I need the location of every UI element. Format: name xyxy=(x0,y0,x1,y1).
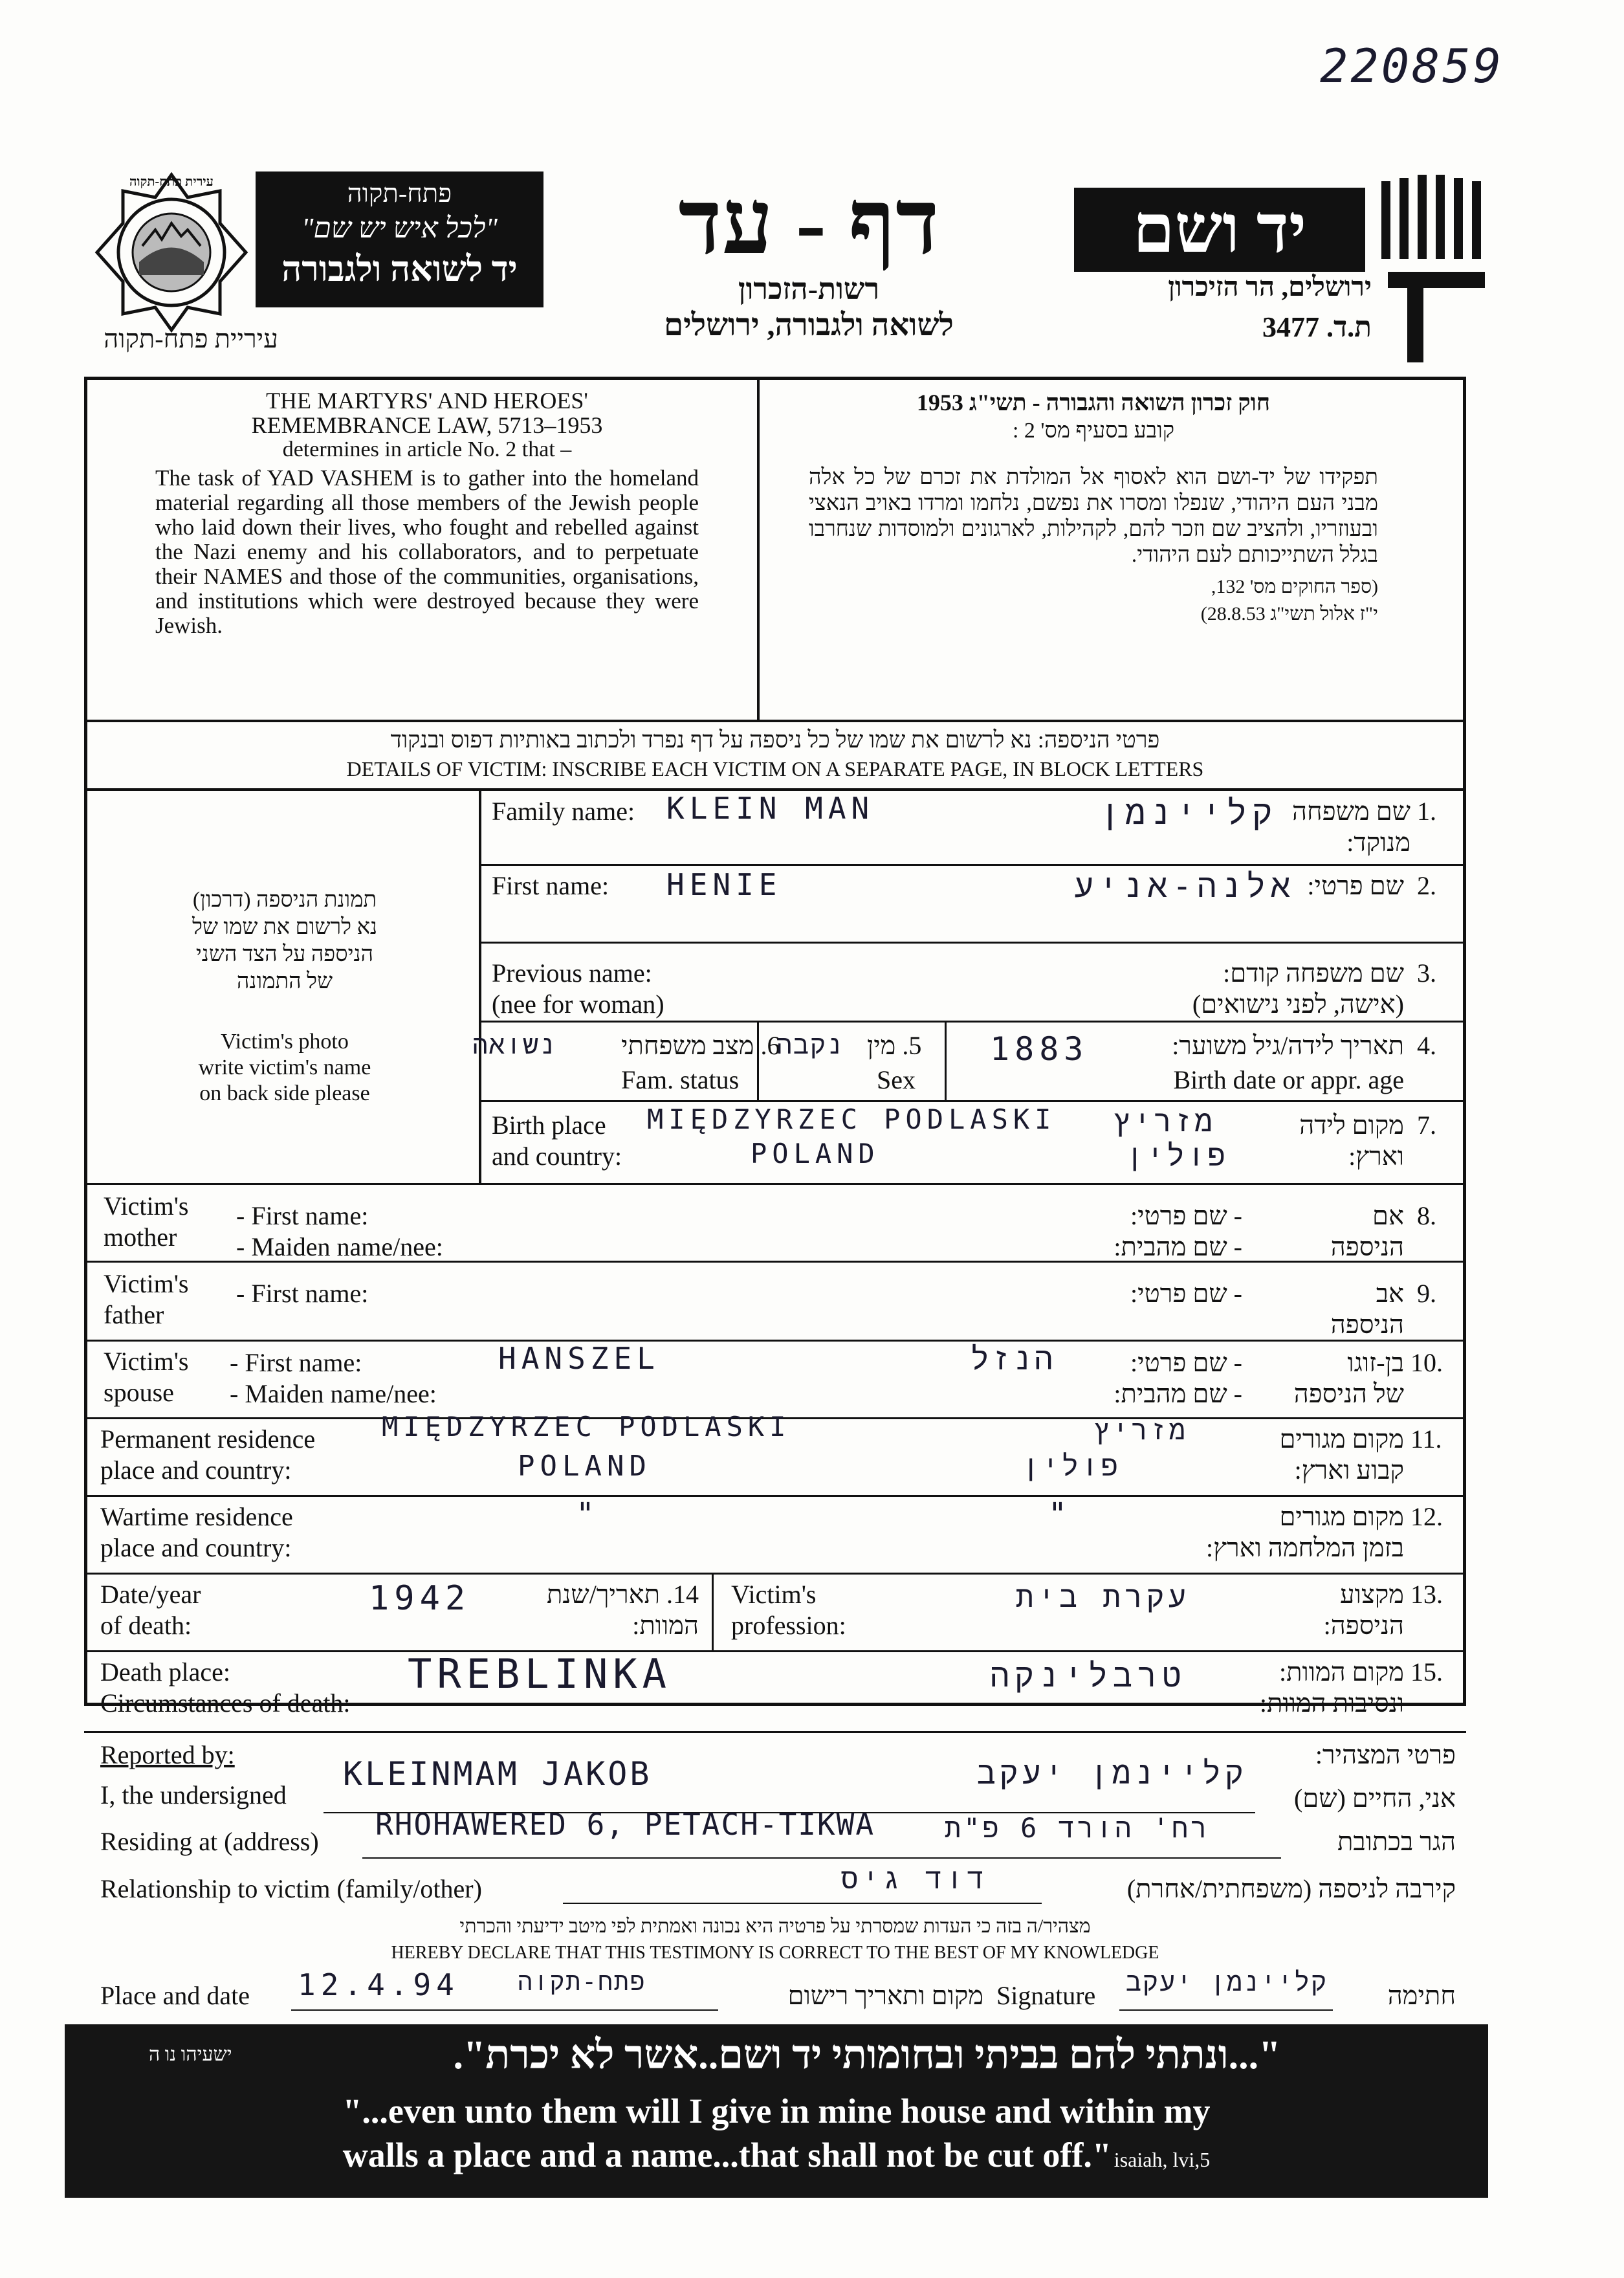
death-date-value[interactable]: 1942 xyxy=(369,1579,471,1618)
law-title-3: determines in article No. 2 that – xyxy=(282,437,572,461)
signature-label: Signature xyxy=(996,1981,1096,2010)
photo-instructions-he: תמונת הניספה (דרכון) נא לרשום את שמו של הניספה על הצד השני של התמונה xyxy=(192,888,378,993)
birth-date-value[interactable]: 1883 xyxy=(990,1030,1089,1068)
death-date-he-label: 14. תאריך/שנת המוות: xyxy=(546,1580,699,1640)
perm-residence-he-value[interactable]: מזריץ xyxy=(1093,1414,1189,1446)
profession-label: Victim's profession: xyxy=(731,1580,846,1640)
war-residence-he-value[interactable]: " xyxy=(1048,1496,1072,1532)
signature-value[interactable]: קליינמן יעקב xyxy=(1126,1967,1328,1997)
mother-fields-en: - First name: - Maiden name/nee: xyxy=(236,1201,443,1261)
mother-fields-he: - שם פרטי: - שם מהבית: xyxy=(1114,1201,1242,1261)
reported-by-label: Reported by: xyxy=(100,1740,235,1769)
residing-he-label: הגר בכתובת xyxy=(1337,1827,1456,1856)
family-name-label: Family name: xyxy=(492,797,635,826)
footer-he-ref: ישעיהו נו ה xyxy=(149,2044,232,2065)
sex-value[interactable]: נקבה xyxy=(776,1030,844,1060)
father-he-label: אב הניספה xyxy=(1330,1279,1404,1339)
sex-he-label: 5. מין xyxy=(867,1031,922,1060)
yad-vashem-logo-icon xyxy=(1375,175,1498,369)
birth-place-value[interactable]: MIĘDZYRZEC PODLASKI xyxy=(647,1103,1057,1135)
law-he-ref-2: י"ז אלול תשי"ג 28.8.53) xyxy=(1200,603,1378,625)
law-body: The task of YAD VASHEM is to gather into the homeland material regarding all those members of the Jewish people who laid down their lives, who fought and rebelled against the Nazi enemy and his collaborators, and to perpetuate their NAMES and those of the communities, organisations, and institutions which were destroyed because they were Jewish. xyxy=(155,465,699,638)
footer-en-quote-2 xyxy=(65,2133,1488,2186)
family-name-he-value[interactable]: קליינמן xyxy=(1100,793,1278,832)
ptk-line3: יד לשואה ולגבורה xyxy=(281,250,518,289)
reporter-name-he-value[interactable]: קליינמן יעקב xyxy=(977,1755,1247,1791)
perm-residence-value[interactable]: MIĘDZYRZEC PODLASKI xyxy=(382,1411,791,1443)
law-hebrew xyxy=(809,388,1378,628)
field-number-13: 13. xyxy=(1410,1580,1443,1609)
place-date-label: Place and date xyxy=(100,1981,250,2010)
document-number: 220859 xyxy=(1320,39,1504,93)
previous-name-label: Previous name: (nee for woman) xyxy=(492,958,664,1019)
family-name-he-label: שם משפחה מנוקד: xyxy=(1292,797,1410,857)
father-first-label: - First name: xyxy=(236,1279,369,1308)
first-name-he-label: שם פרטי: xyxy=(1307,871,1404,900)
death-place-he-label: מקום המוות: ונסיבות המוות: xyxy=(1259,1657,1404,1718)
law-he-title-2: קובע בסעיף מס' 2 : xyxy=(1012,419,1175,443)
declaration-he: מצהיר/ה בזה כי העדות שמסרתי על פרטיה היא נכונה ואמתית לפי מיטב ידיעתי והכרתי xyxy=(459,1916,1091,1937)
law-he-title-1: חוק זכרון השואה והגבורה - תשי"ג 1953 xyxy=(916,390,1271,415)
declaration-en: HEREBY DECLARE THAT THIS TESTIMONY IS CORRECT TO THE BEST OF MY KNOWLEDGE xyxy=(391,1943,1159,1963)
ptk-black-box xyxy=(256,171,543,307)
law-title-2: REMEMBRANCE LAW, 5713–1953 xyxy=(251,412,603,438)
relationship-value[interactable]: דוד גיס xyxy=(841,1863,988,1896)
spouse-he-label: בן-זוגו של הניספה xyxy=(1293,1348,1404,1408)
previous-name-he-label: שם משפחה קודם: (אישה, לפני נישואים) xyxy=(1192,958,1404,1019)
law-title-1: THE MARTYRS' AND HEROES' xyxy=(266,388,588,414)
signature-he-label: חתימה xyxy=(1387,1981,1456,2010)
field-number-1: 1. xyxy=(1417,797,1436,826)
undersigned-he-label: אני, החיים (שם) xyxy=(1293,1784,1456,1813)
spouse-label: Victim's spouse xyxy=(104,1347,189,1407)
death-place-label: Death place: Circumstances of death: xyxy=(100,1657,351,1718)
death-place-value[interactable]: TREBLINKA xyxy=(408,1650,672,1697)
field-number-9: 9. xyxy=(1417,1279,1436,1308)
details-header-he: פרטי הניספה: נא לרשום את שמו של כל ניספה על דף נפרד ולכתוב באותיות דפוס ובנקוד xyxy=(390,727,1160,753)
field-number-7: 7. xyxy=(1417,1111,1436,1140)
death-place-he-value[interactable]: טרבלינקה xyxy=(990,1657,1187,1694)
perm-country-he-value[interactable]: פולין xyxy=(1022,1450,1121,1483)
father-he-first-label: - שם פרטי: xyxy=(1130,1279,1242,1308)
field-number-11: 11. xyxy=(1410,1424,1442,1454)
ptk-line1: פתח-תקוה xyxy=(347,179,452,208)
yad-vashem-address: ירושלים, הר הזיכרון xyxy=(1168,272,1372,302)
relationship-label: Relationship to victim (family/other) xyxy=(100,1874,482,1903)
field-number-3: 3. xyxy=(1417,958,1436,988)
war-residence-label: Wartime residence place and country: xyxy=(100,1502,293,1562)
form-title: דף - עד xyxy=(678,173,939,273)
perm-residence-label: Permanent residence place and country: xyxy=(100,1424,316,1485)
relationship-he-label: קירבה לניספה (משפחתית/אחרת) xyxy=(1126,1874,1456,1903)
birth-country-he-value[interactable]: פולין xyxy=(1126,1138,1229,1173)
birth-date-label: Birth date or appr. age xyxy=(1173,1065,1404,1094)
fam-status-value[interactable]: נשואה xyxy=(472,1030,557,1060)
yad-vashem-pobox: ת.ד. 3477 xyxy=(1262,311,1372,343)
spouse-fields-en: - First name: - Maiden name/nee: xyxy=(230,1348,437,1408)
place-date-value[interactable]: 12.4.94 xyxy=(298,1967,459,2002)
footer-en-ref: isaiah, lvi,5 xyxy=(1114,2148,1211,2171)
death-date-label: Date/year of death: xyxy=(100,1580,201,1640)
first-name-he-value[interactable]: אלנה-אניע xyxy=(1074,867,1296,905)
reporter-address-value[interactable]: RHOHAWERED 6, PETACH-TIKWA xyxy=(375,1807,875,1842)
footer-he-quote: "...ונתתי להם בביתי ובחומותי יד ושם..אשר לא יכרת". xyxy=(453,2033,1281,2077)
form-subtitle-1: רשות-הזכרון xyxy=(738,272,880,305)
war-residence-value[interactable]: " xyxy=(576,1496,600,1532)
father-label: Victim's father xyxy=(104,1269,189,1329)
first-name-value[interactable]: HENIE xyxy=(666,867,782,902)
birth-country-value[interactable]: POLAND xyxy=(751,1138,880,1169)
birth-place-label: Birth place and country: xyxy=(492,1111,622,1171)
law-he-body: תפקידו של יד-ושם הוא לאסוף אל המולדת את זכרם של כל אלה מבני העם היהודי, שנפלו ומסרו את נפשם, נלחמו ומרדו באויב הנאצי ובעוזריו, ולהציב שם וזכר להם, לקהילות, לארגונים ולמוסדות שנחרבו בגלל השתייכותם לעם היהודי. xyxy=(809,465,1378,567)
form-subtitle-2: לשואה ולגבורה, ירושלים xyxy=(664,308,954,342)
spouse-value[interactable]: HANSZEL xyxy=(498,1341,660,1376)
sex-label: Sex xyxy=(877,1065,916,1094)
law-he-ref-1: (ספר החוקים מס' 132, xyxy=(1211,576,1378,597)
field-number-10: 10. xyxy=(1410,1348,1443,1377)
undersigned-label: I, the undersigned xyxy=(100,1780,287,1809)
perm-residence-he-label: מקום מגורים קבוע וארץ: xyxy=(1279,1424,1404,1485)
petach-tikva-seal-icon xyxy=(91,171,252,333)
ptk-line2: "לכל איש יש שם" xyxy=(301,212,498,244)
reporter-name-value[interactable]: KLEINMAM JAKOB xyxy=(343,1755,652,1793)
war-residence-he-label: מקום מגורים בזמן המלחמה וארץ: xyxy=(1206,1502,1404,1562)
spouse-fields-he: - שם פרטי: - שם מהבית: xyxy=(1114,1348,1242,1408)
family-name-value[interactable]: KLEIN MAN xyxy=(666,791,875,826)
field-number-15: 15. xyxy=(1410,1657,1443,1686)
footer-en-quote-1: "...even unto them will I give in mine house and within my xyxy=(342,2092,1211,2130)
place-date-he-label: מקום ותאריך רישום xyxy=(787,1981,983,2010)
law-english xyxy=(155,388,699,638)
birth-place-he-label: מקום לידה וארץ: xyxy=(1299,1111,1404,1171)
field-number-2: 2. xyxy=(1417,871,1436,900)
profession-he-label: מקצוע הניספה: xyxy=(1323,1580,1404,1640)
footer-banner xyxy=(65,2024,1488,2198)
footer-en-quote-2-text: walls a place and a name...that shall not be cut off." xyxy=(342,2136,1112,2174)
birth-date-he-label: תאריך לידה/גיל משוער: xyxy=(1172,1031,1404,1060)
residing-label: Residing at (address) xyxy=(100,1827,319,1856)
place-date-he-value[interactable]: פתח-תקוה xyxy=(518,1967,646,1996)
mother-he-label: אם הניספה xyxy=(1330,1201,1404,1261)
field-number-12: 12. xyxy=(1410,1502,1443,1531)
profession-he-value[interactable]: עקרת בית xyxy=(1016,1579,1190,1614)
reported-by-he-label: פרטי המצהיר: xyxy=(1315,1740,1456,1769)
details-header-en: DETAILS OF VICTIM: INSCRIBE EACH VICTIM ON A SEPARATE PAGE, IN BLOCK LETTERS xyxy=(346,757,1204,780)
fam-status-he-label: 6. מצב משפחתי xyxy=(621,1031,780,1060)
perm-country-value[interactable]: POLAND xyxy=(518,1450,652,1483)
yad-vashem-name: יד ושם xyxy=(1074,188,1365,272)
field-number-8: 8. xyxy=(1417,1201,1436,1230)
photo-instructions-en: Victim's photo write victim's name on back side please xyxy=(198,1030,371,1105)
ptk-caption: עיריית פתח-תקוה xyxy=(104,324,278,353)
reporter-address-he-value[interactable]: רח' הורד 6 פ"ת xyxy=(945,1812,1210,1844)
spouse-he-value[interactable]: הנזל xyxy=(971,1341,1056,1377)
first-name-label: First name: xyxy=(492,871,609,900)
mother-label: Victim's mother xyxy=(104,1191,189,1252)
birth-place-he-value[interactable]: מזריץ xyxy=(1113,1103,1216,1138)
field-number-4: 4. xyxy=(1417,1031,1436,1060)
seal-text: עירית פתח-תקוה xyxy=(129,175,214,189)
fam-status-label: Fam. status xyxy=(621,1065,740,1094)
